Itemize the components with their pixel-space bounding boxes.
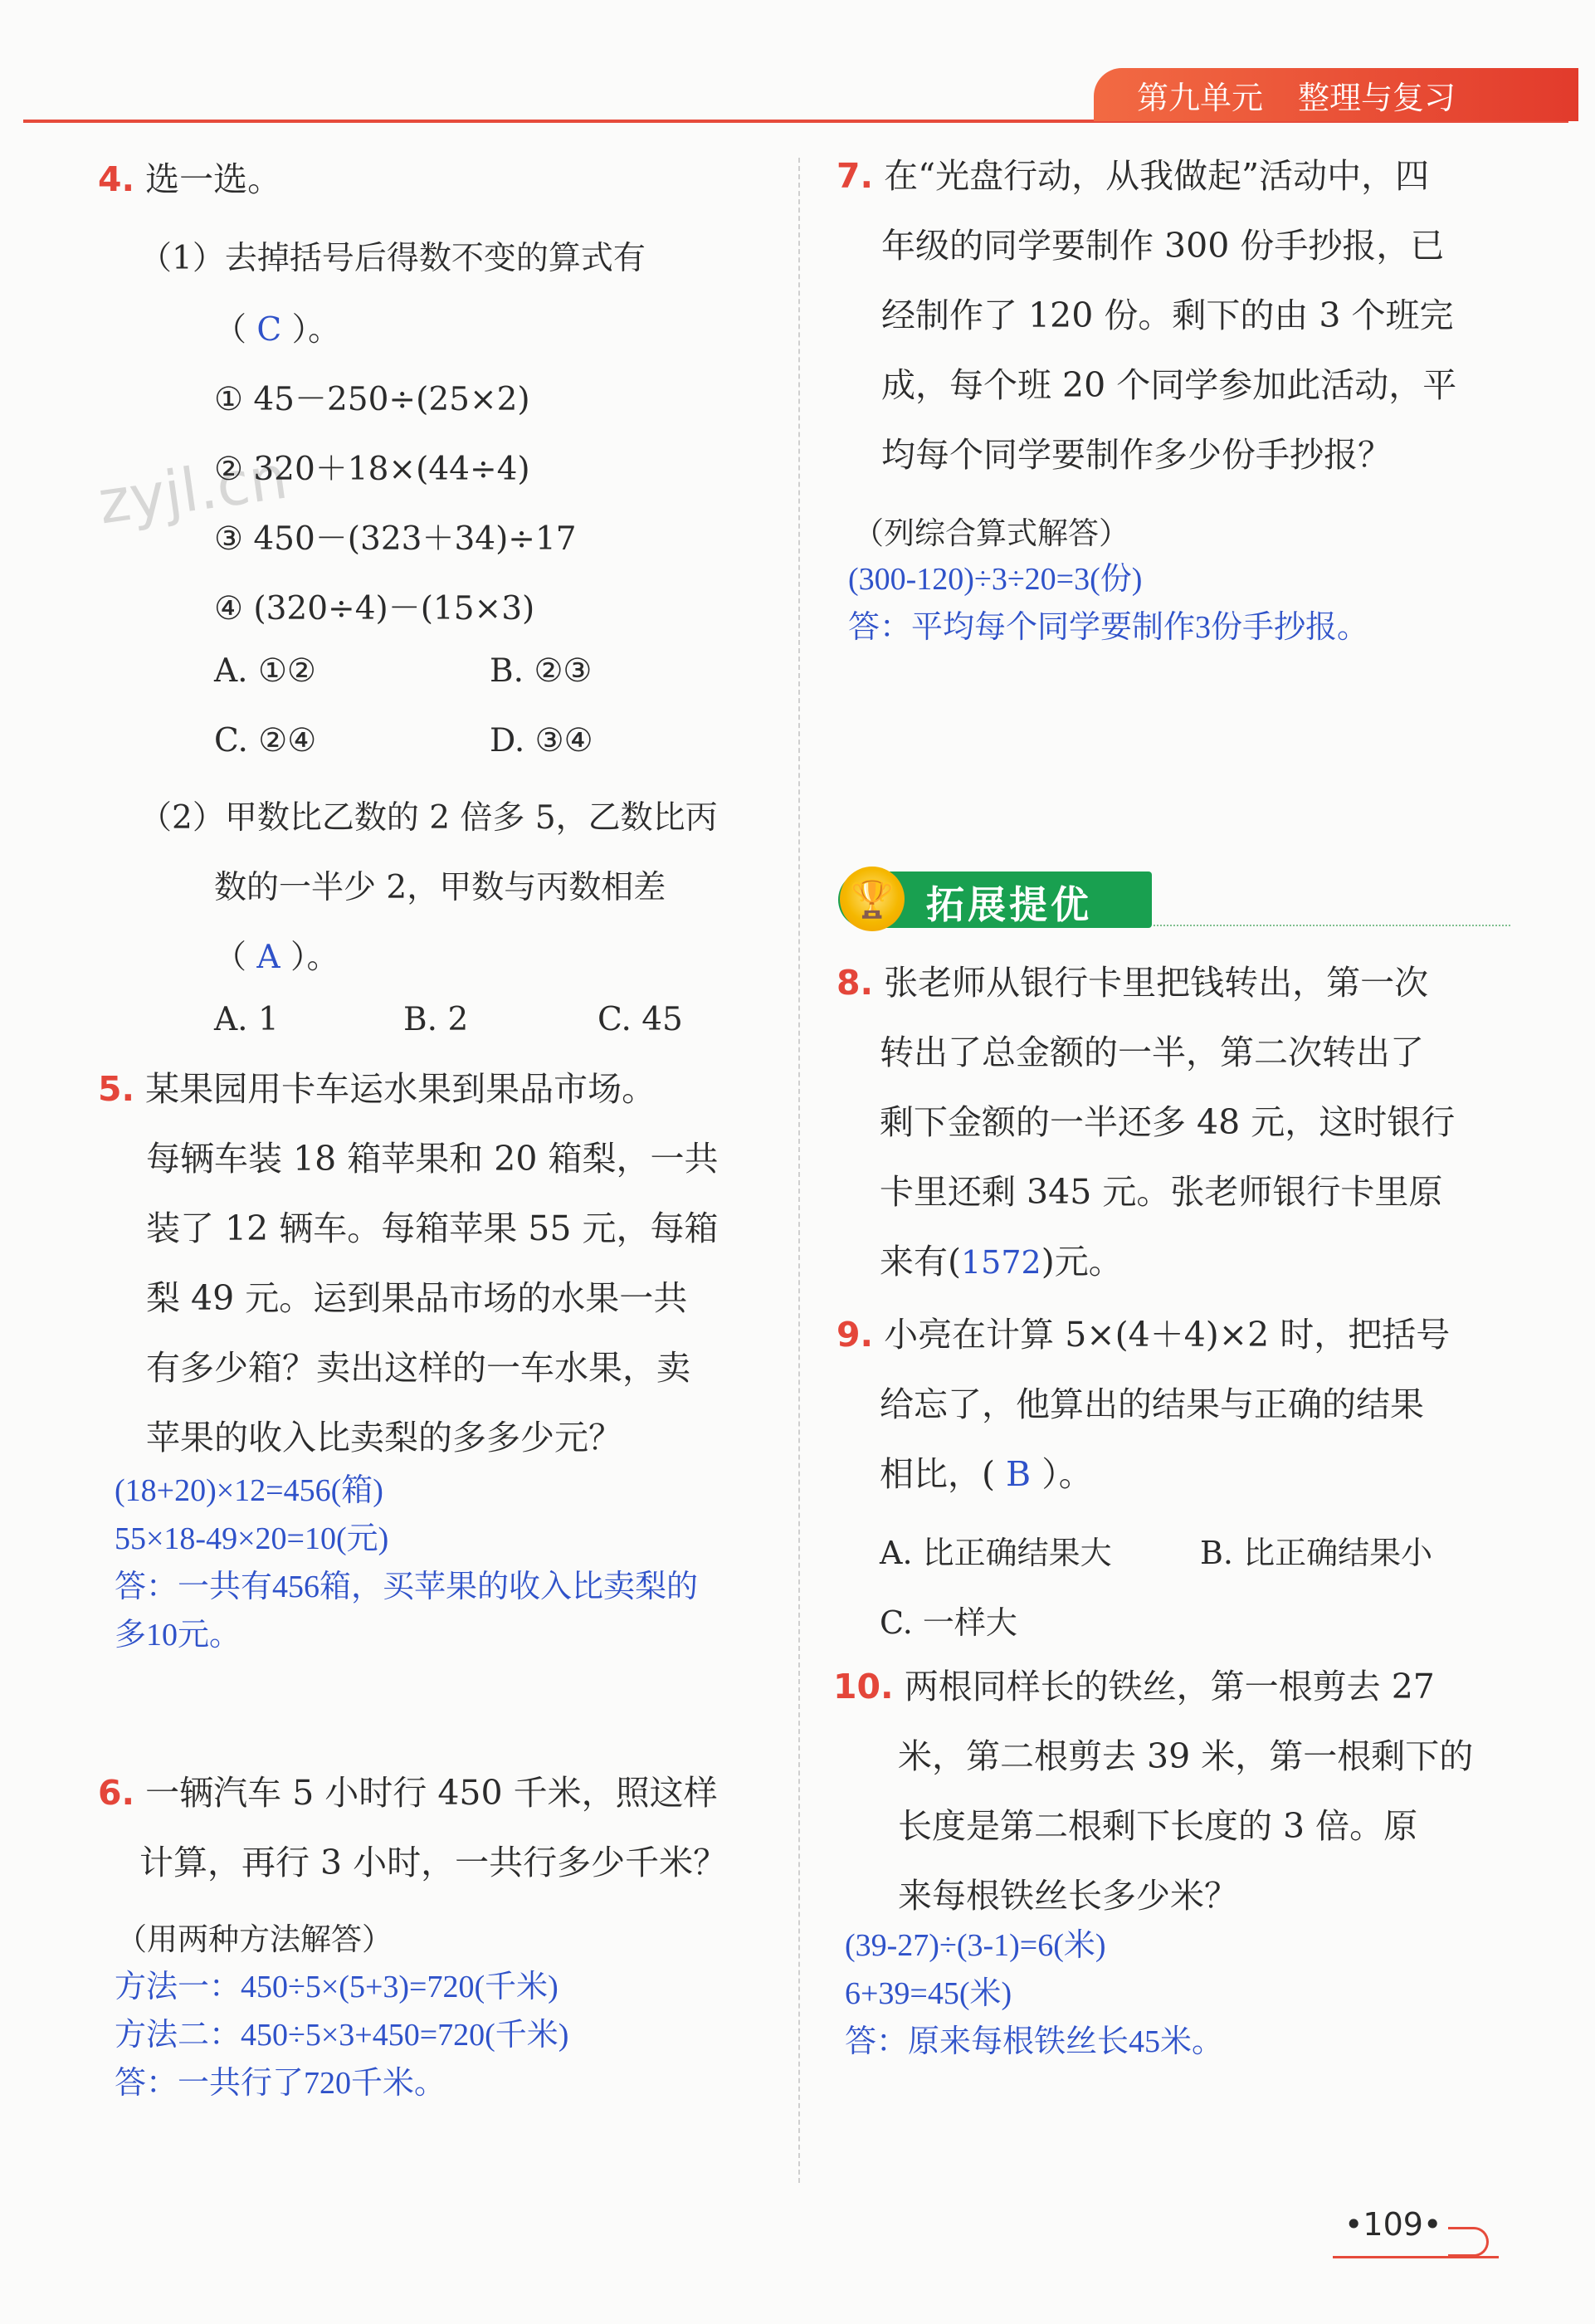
- q4-number: 4.: [98, 159, 135, 199]
- q4-title: [98, 159, 282, 199]
- q6-number: 6.: [98, 1773, 135, 1813]
- q8-line-3: 剩下金额的一半还多 48 元，这时银行: [880, 1102, 1456, 1142]
- q5-answer-3: 答：一共有456箱，买苹果的收入比卖梨的: [115, 1570, 699, 1604]
- q10-answer-1: (39-27)÷(3-1)=6(米): [845, 1928, 1106, 1963]
- q8-answer: 1572: [961, 1244, 1041, 1281]
- q7-number: 7.: [837, 156, 874, 196]
- q4-part1-blank: [214, 304, 340, 350]
- q8-text-post: )元。: [1041, 1242, 1123, 1282]
- q6-answer-3: 答：一共行了720千米。: [115, 2066, 446, 2101]
- q4-expr-2: ② 320＋18×(44÷4): [214, 451, 530, 488]
- q4-option-b: B. ②③: [490, 652, 593, 690]
- q9-number: 9.: [837, 1315, 874, 1355]
- q4-part1: （1）去掉括号后得数不变的算式有: [139, 240, 646, 277]
- q4-part2-option-b: B. 2: [403, 1001, 469, 1038]
- q4-part1-answer: C: [256, 311, 282, 349]
- q6-text: 一辆汽车 5 小时行 450 千米，照这样: [145, 1773, 718, 1813]
- q5-line-6: 苹果的收入比卖梨的多多少元？: [146, 1418, 622, 1457]
- q7-line-5: 均每个同学要制作多少份手抄报？: [881, 435, 1392, 475]
- q10-answer-2: 6+39=45(米): [845, 1976, 1012, 2011]
- blank-close: ）。: [291, 311, 341, 349]
- q7-line-2: 年级的同学要制作 300 份手抄报，已: [881, 226, 1445, 266]
- q5-line-2: 每辆车装 18 箱苹果和 20 箱梨，一共: [146, 1139, 719, 1179]
- q10-number: 10.: [833, 1667, 894, 1706]
- q5-answer-2: 55×18-49×20=10(元): [115, 1521, 389, 1556]
- q5-answer-4: 多10元。: [115, 1618, 241, 1653]
- q6-answer-2: 方法二：450÷5×3+450=720(千米): [115, 2018, 569, 2053]
- trophy-icon: 🏆: [840, 867, 905, 931]
- q7-text: 在“光盘行动，从我做起”活动中，四: [884, 156, 1430, 196]
- q5-line-5: 有多少箱？卖出这样的一车水果，卖: [146, 1348, 690, 1388]
- q7-note: （列综合算式解答）: [853, 515, 1129, 551]
- q9-text-pre: 相比，(: [880, 1454, 995, 1494]
- blank-close: ）。: [290, 939, 339, 976]
- q8-number: 8.: [837, 963, 874, 1003]
- q6-answer-1: 方法一：450÷5×(5+3)=720(千米): [115, 1970, 558, 2004]
- q4-part2-answer: A: [256, 939, 280, 976]
- q9-line-3: [880, 1454, 1093, 1494]
- q9-line-1: [837, 1315, 1451, 1355]
- q4-part2-option-a: A. 1: [214, 1001, 279, 1038]
- q7-line-1: [837, 156, 1430, 196]
- q9-text: 小亮在计算 5×(4＋4)×2 时，把括号: [884, 1315, 1451, 1355]
- q8-line-2: 转出了总金额的一半，第二次转出了: [880, 1033, 1424, 1072]
- q8-line-1: [837, 963, 1429, 1003]
- unit-title: 整理与复习: [1298, 79, 1456, 116]
- q4-expr-3: ③ 450－(323＋34)÷17: [214, 520, 577, 558]
- q7-answer-1: (300-120)÷3÷20=3(份): [848, 562, 1143, 597]
- q10-line-3: 长度是第二根剩下长度的 3 倍。原: [898, 1806, 1418, 1846]
- q9-text-post: ）。: [1041, 1454, 1093, 1494]
- q10-line-4: 来每根铁丝长多少米？: [898, 1876, 1238, 1916]
- blank-open: （: [214, 939, 247, 976]
- watermark: zyjl.cn: [94, 442, 292, 538]
- q9-option-c: C. 一样大: [880, 1604, 1017, 1641]
- column-divider: [798, 158, 800, 2183]
- q8-line-4: 卡里还剩 345 元。张老师银行卡里原: [880, 1172, 1443, 1212]
- q9-line-2: 给忘了，他算出的结果与正确的结果: [880, 1384, 1424, 1424]
- header-tag: [1094, 68, 1578, 121]
- q4-part2-line1: （2）甲数比乙数的 2 倍多 5，乙数比丙: [139, 799, 718, 837]
- section-title: 拓展提优: [926, 882, 1092, 927]
- q4-part2-line2: 数的一半少 2，甲数与丙数相差: [214, 869, 666, 906]
- q10-line-1: [833, 1667, 1435, 1706]
- q4-part2-option-c: C. 45: [598, 1001, 683, 1038]
- q5-line-3: 装了 12 辆车。每箱苹果 55 元，每箱: [146, 1208, 719, 1248]
- q4-option-d: D. ③④: [490, 722, 593, 759]
- q8-line-5: [880, 1242, 1123, 1282]
- q10-answer-3: 答：原来每根铁丝长45米。: [845, 2024, 1224, 2059]
- q6-line-1: [98, 1773, 718, 1813]
- q4-option-c: C. ②④: [214, 722, 317, 759]
- page-number: •109•: [1344, 2206, 1442, 2243]
- q5-answer-1: (18+20)×12=456(箱): [115, 1473, 383, 1508]
- q4-expr-4: ④ (320÷4)－(15×3): [214, 590, 535, 627]
- q4-expr-1: ① 45－250÷(25×2): [214, 381, 530, 418]
- q5-number: 5.: [98, 1069, 135, 1109]
- q6-note: （用两种方法解答）: [116, 1921, 393, 1957]
- q9-option-a: A. 比正确结果大: [880, 1535, 1112, 1571]
- q5-line-1: [98, 1069, 656, 1109]
- page-curl-icon: [1448, 2227, 1489, 2257]
- q10-text: 两根同样长的铁丝，第一根剪去 27: [904, 1667, 1435, 1706]
- q7-answer-2: 答：平均每个同学要制作3份手抄报。: [848, 610, 1369, 645]
- blank-open: （: [214, 311, 247, 349]
- q7-line-4: 成，每个班 20 个同学参加此活动，平: [881, 365, 1457, 405]
- q4-title-text: 选一选。: [145, 159, 282, 199]
- q9-answer: B: [1006, 1454, 1032, 1494]
- q5-text: 某果园用卡车运水果到果品市场。: [145, 1069, 656, 1109]
- q10-line-2: 米，第二根剪去 39 米，第一根剩下的: [898, 1736, 1474, 1776]
- q9-option-b: B. 比正确结果小: [1200, 1535, 1433, 1571]
- section-divider: [1154, 925, 1510, 926]
- q6-line-2: 计算，再行 3 小时，一共行多少千米？: [139, 1843, 728, 1882]
- unit-label: 第九单元: [1137, 79, 1264, 116]
- q7-line-3: 经制作了 120 份。剩下的由 3 个班完: [881, 295, 1454, 335]
- q5-line-4: 梨 49 元。运到果品市场的水果一共: [146, 1278, 688, 1318]
- q8-text-pre: 来有(: [880, 1242, 961, 1282]
- q8-text: 张老师从银行卡里把钱转出，第一次: [884, 963, 1429, 1003]
- q4-part2-blank: [214, 931, 339, 978]
- q4-option-a: A. ①②: [214, 652, 316, 690]
